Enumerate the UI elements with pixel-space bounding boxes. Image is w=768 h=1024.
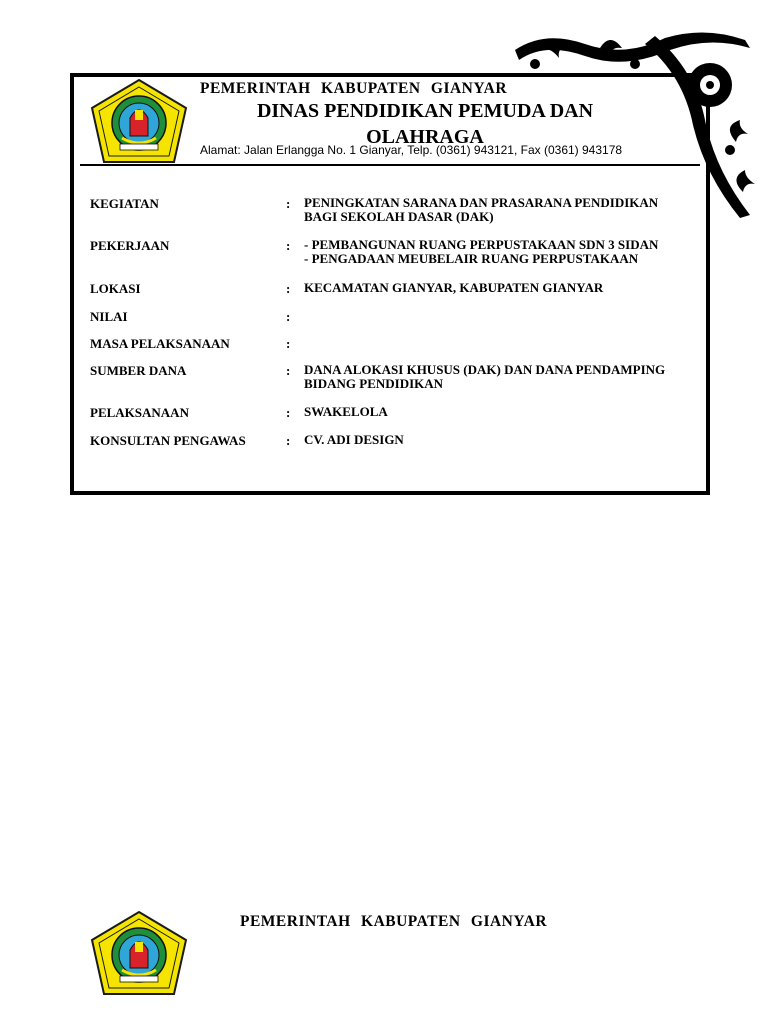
field-value-line: SWAKELOLA [304,404,388,419]
field-separator: : [286,196,291,211]
field-label: KEGIATAN [90,196,159,211]
field-value-line: BIDANG PENDIDIKAN [304,376,444,391]
address-line: Alamat: Jalan Erlangga No. 1 Gianyar, Telp. (0361) 943121, Fax (0361) 943178 [200,143,623,157]
field-value [304,433,694,447]
agency-heading-line2: OLAHRAGA [366,126,484,148]
gianyar-emblem-icon [90,78,188,166]
field-label: NILAI [90,309,128,324]
field-value [304,405,694,419]
field-label: LOKASI [90,281,141,296]
field-label: SUMBER DANA [90,363,187,378]
field-value [304,281,694,295]
field-value-line: KECAMATAN GIANYAR, KABUPATEN GIANYAR [304,280,604,295]
field-separator: : [286,433,291,448]
field-label: PELAKSANAAN [90,405,189,420]
field-separator: : [286,336,291,351]
field-label: KONSULTAN PENGAWAS [90,433,246,448]
field-value-line: PENINGKATAN SARANA DAN PRASARANA PENDIDIKAN [304,195,659,210]
field-separator: : [286,281,291,296]
gianyar-emblem-footer-icon [90,910,188,998]
field-value-line: - PENGADAAN MEUBELAIR RUANG PERPUSTAKAAN [304,251,639,266]
field-value [304,196,694,224]
field-separator: : [286,405,291,420]
field-value-line: BAGI SEKOLAH DASAR (DAK) [304,209,494,224]
field-value [304,238,694,266]
field-value-line: CV. ADI DESIGN [304,432,404,447]
agency-heading-line1: DINAS PENDIDIKAN PEMUDA DAN [256,100,594,122]
government-heading: PEMERINTAH KABUPATEN GIANYAR [200,80,508,97]
field-separator: : [286,363,291,378]
field-label: PEKERJAAN [90,238,170,253]
field-label: MASA PELAKSANAAN [90,336,230,351]
field-separator: : [286,309,291,324]
field-value [304,363,694,391]
field-separator: : [286,238,291,253]
field-value-line: DANA ALOKASI KHUSUS (DAK) DAN DANA PENDAMPING [304,362,666,377]
field-value-line: - PEMBANGUNAN RUANG PERPUSTAKAAN SDN 3 SIDAN [304,237,659,252]
footer-government-heading: PEMERINTAH KABUPATEN GIANYAR [240,913,548,930]
